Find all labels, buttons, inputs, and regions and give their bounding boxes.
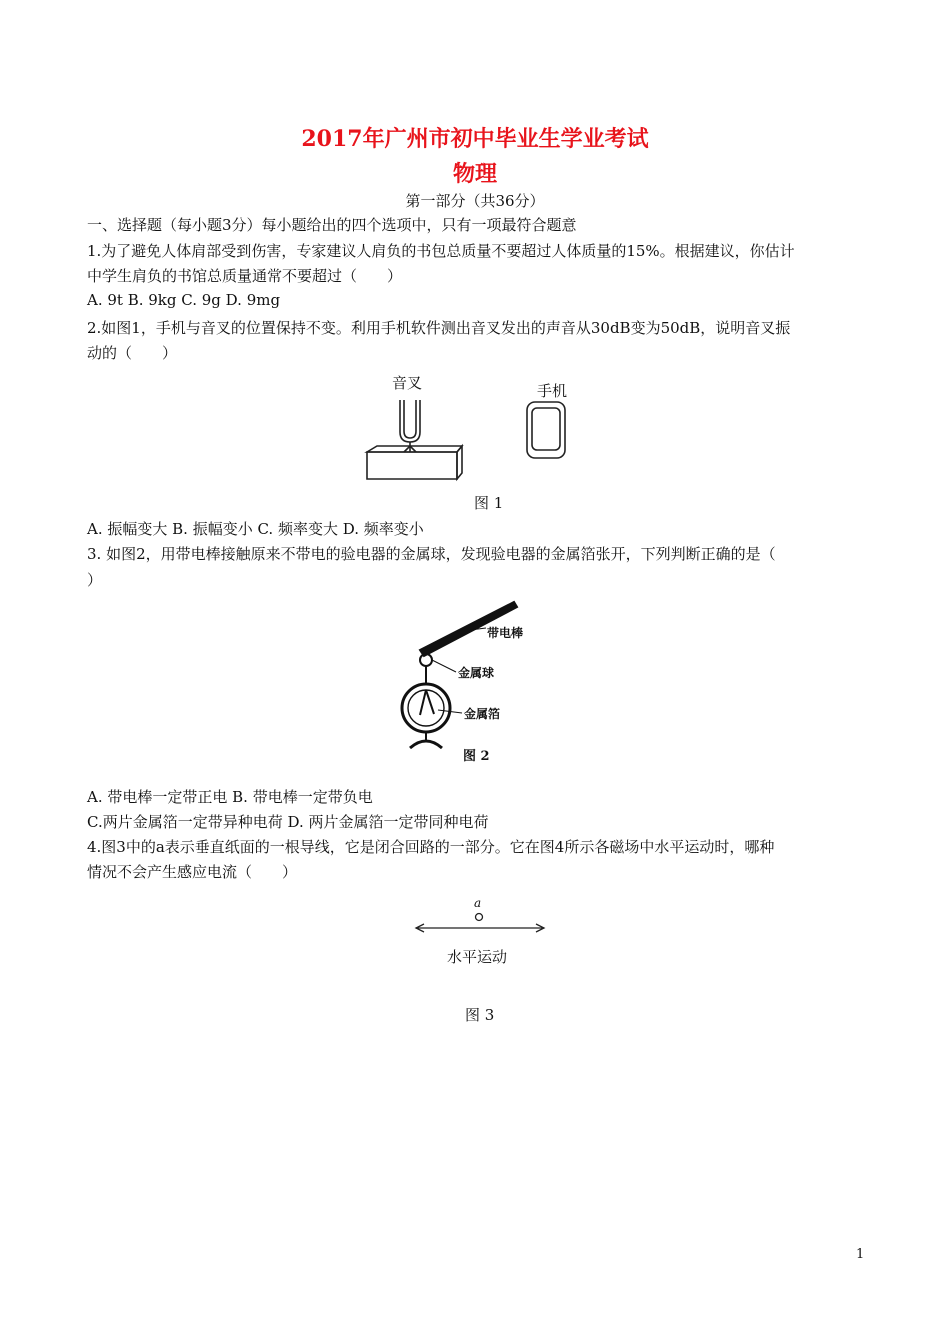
motion-label: 水平运动 [447,948,508,966]
subject-title: 物理 [452,161,497,187]
q1-text-line1: 1.为了避免人体肩部受到伤害，专家建议人肩负的书包总质量不要超过人体质量的15%。根据建议，你估计 [87,242,795,260]
figure-3-caption: 图 3 [465,1006,495,1024]
q4-text-line2: 情况不会产生感应电流（ ） [87,863,298,881]
wire-icon [476,914,483,921]
figure-1-caption: 图 1 [474,494,504,512]
q1-text-line2: 中学生肩负的书馆总质量通常不要超过（ ） [87,267,403,285]
q1-options: A. 9t B. 9kg C. 9g D. 9mg [87,291,281,309]
rod-label: 带电棒 [487,626,524,640]
ball-label: 金属球 [458,666,495,680]
section-heading: 一、选择题（每小题3分）每小题给出的四个选项中，只有一项最符合题意 [87,216,577,234]
q3-options-line1: A. 带电棒一定带正电 B. 带电棒一定带负电 [87,788,373,806]
q2-text-line1: 2.如图1，手机与音叉的位置保持不变。利用手机软件测出音叉发出的声音从30dB变为50dB，说明音叉振 [87,319,791,337]
tuning-fork-label: 音叉 [392,374,423,392]
foil-label: 金属箔 [464,707,501,721]
part-heading: 第一部分（共36分） [405,192,545,210]
q2-text-line2: 动的（ ） [87,344,178,362]
q3-text-line1: 3. 如图2，用带电棒接触原来不带电的验电器的金属球，发现验电器的金属箔张开，下列判断正确的是（ [87,545,776,563]
exam-title: 2017年广州市初中毕业生学业考试 [301,126,649,152]
q3-text-line2: ） [87,571,103,589]
q2-options: A. 振幅变大 B. 振幅变小 C. 频率变大 D. 频率变小 [87,520,424,538]
wire-label: a [474,896,482,910]
q4-text-line1: 4.图3中的a表示垂直纸面的一根导线，它是闭合回路的一部分。它在图4所示各磁场中水平运动时，哪种 [87,838,775,856]
phone-label: 手机 [537,382,568,400]
figure-2-caption: 图 2 [463,749,490,764]
page-number: 1 [856,1247,865,1262]
q3-options-line2: C.两片金属箔一定带异种电荷 D. 两片金属箔一定带同种电荷 [87,813,489,831]
